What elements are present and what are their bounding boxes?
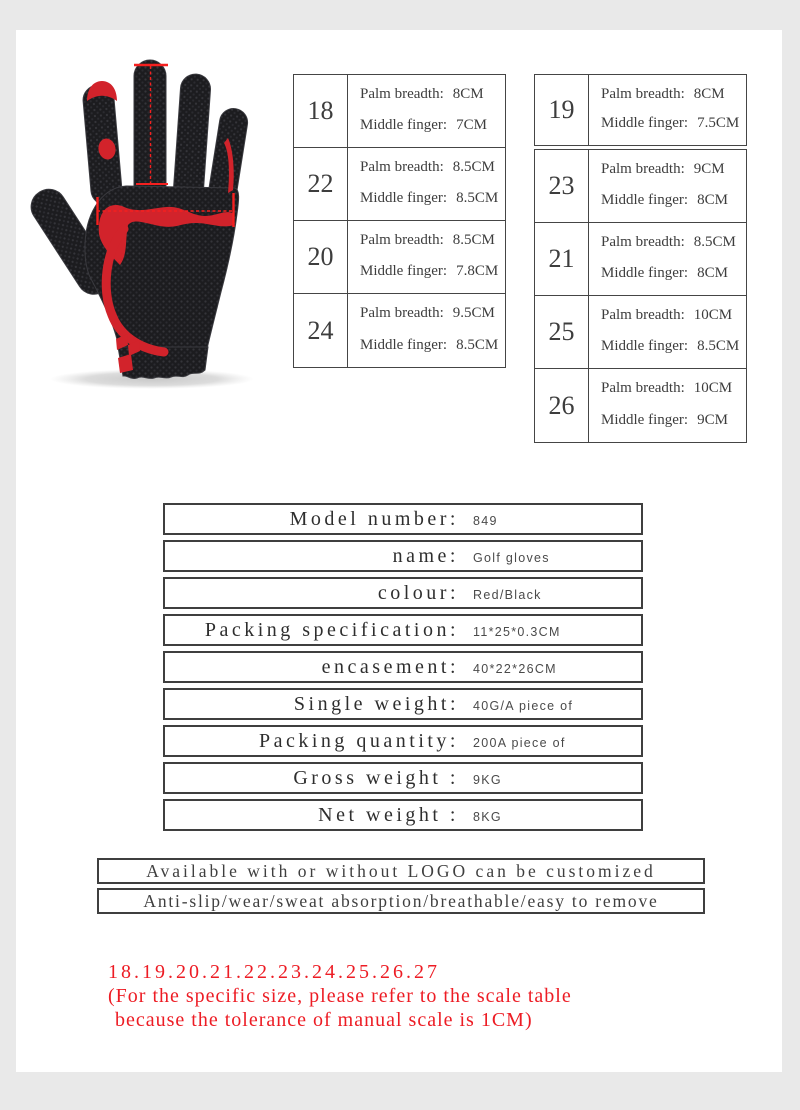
middle-finger-value: 8.5CM <box>456 190 499 206</box>
spec-label: Single weight: <box>293 692 459 715</box>
size-table-right-top <box>534 74 747 146</box>
size-detail-cell <box>348 294 505 367</box>
spec-row-single-weight <box>163 688 643 720</box>
palm-breadth-label: Palm breadth: <box>360 159 444 175</box>
palm-breadth-label: Palm breadth: <box>360 232 444 248</box>
middle-finger-value: 8.5CM <box>456 337 499 353</box>
middle-finger-label: Middle finger: <box>601 412 689 428</box>
size-row <box>535 223 746 296</box>
size-detail-cell <box>348 75 505 147</box>
size-row <box>535 369 746 442</box>
spec-row-packing-quantity <box>163 725 643 757</box>
size-cell: 25 <box>535 296 589 368</box>
spec-label: Packing specification: <box>204 618 459 641</box>
size-footnote <box>108 960 572 1032</box>
palm-breadth-label: Palm breadth: <box>360 86 444 102</box>
size-cell: 24 <box>294 294 348 367</box>
spec-label: Packing quantity: <box>258 729 459 752</box>
size-row <box>294 294 505 367</box>
spec-label: Model number: <box>289 507 459 530</box>
spec-value: 8KG <box>473 810 502 824</box>
size-detail-cell <box>589 150 746 222</box>
palm-breadth-label: Palm breadth: <box>601 380 685 396</box>
spec-row-encasement <box>163 651 643 683</box>
middle-finger-value: 8.5CM <box>697 338 740 354</box>
palm-breadth-value: 9CM <box>693 161 725 177</box>
middle-finger-label: Middle finger: <box>601 265 689 281</box>
middle-finger-value: 8CM <box>697 265 728 281</box>
spec-label: colour: <box>377 581 459 604</box>
palm-breadth-value: 8.5CM <box>693 234 736 250</box>
middle-finger-label: Middle finger: <box>601 115 689 131</box>
spec-label: encasement: <box>321 655 459 678</box>
palm-breadth-value: 8.5CM <box>452 159 495 175</box>
spec-row-name <box>163 540 643 572</box>
spec-value: 9KG <box>473 773 502 787</box>
spec-value: 40G/A piece of <box>473 699 574 713</box>
middle-finger-label: Middle finger: <box>360 117 448 133</box>
palm-breadth-value: 8.5CM <box>452 232 495 248</box>
size-cell: 20 <box>294 221 348 293</box>
spec-row-net-weight <box>163 799 643 831</box>
size-row <box>294 148 505 221</box>
spec-value: 11*25*0.3CM <box>473 625 561 639</box>
product-spec-table <box>163 503 643 831</box>
size-row <box>535 296 746 369</box>
spec-row-gross-weight <box>163 762 643 794</box>
palm-breadth-value: 8CM <box>452 86 484 102</box>
size-table-left <box>293 74 506 368</box>
size-detail-cell <box>348 148 505 220</box>
middle-finger-value: 9CM <box>697 412 728 428</box>
size-table-right-bottom <box>534 149 747 443</box>
middle-finger-label: Middle finger: <box>360 263 448 279</box>
size-row <box>294 221 505 294</box>
spec-label: name: <box>392 544 459 567</box>
spec-value: 849 <box>473 514 498 528</box>
features-banner: Anti-slip/wear/sweat absorption/breathable/easy to remove <box>97 888 705 914</box>
middle-finger-value: 7.8CM <box>456 263 499 279</box>
middle-finger-value: 7.5CM <box>697 115 740 131</box>
middle-finger-value: 7CM <box>456 117 487 133</box>
spec-label: Net weight : <box>318 803 459 826</box>
spec-row-packing-specification <box>163 614 643 646</box>
size-cell: 23 <box>535 150 589 222</box>
size-detail-cell <box>589 75 746 145</box>
size-cell: 22 <box>294 148 348 220</box>
size-detail-cell <box>589 223 746 295</box>
size-row <box>535 75 746 145</box>
footnote-line-2: (For the specific size, please refer to the scale table <box>108 985 572 1007</box>
palm-breadth-value: 10CM <box>693 380 733 396</box>
spec-value: Golf gloves <box>473 551 550 565</box>
size-detail-cell <box>589 296 746 368</box>
middle-finger-label: Middle finger: <box>360 337 448 353</box>
spec-label: Gross weight : <box>293 766 459 789</box>
size-cell: 19 <box>535 75 589 145</box>
size-cell: 21 <box>535 223 589 295</box>
palm-breadth-label: Palm breadth: <box>601 234 685 250</box>
size-cell: 26 <box>535 369 589 442</box>
size-row <box>294 75 505 148</box>
middle-finger-label: Middle finger: <box>601 192 689 208</box>
palm-breadth-label: Palm breadth: <box>601 86 685 102</box>
spec-row-model-number <box>163 503 643 535</box>
spec-row-colour <box>163 577 643 609</box>
spec-value: Red/Black <box>473 588 542 602</box>
spec-value: 200A piece of <box>473 736 566 750</box>
size-cell: 18 <box>294 75 348 147</box>
palm-breadth-label: Palm breadth: <box>601 307 685 323</box>
middle-finger-value: 8CM <box>697 192 728 208</box>
palm-breadth-value: 8CM <box>693 86 725 102</box>
size-row <box>535 150 746 223</box>
palm-breadth-value: 9.5CM <box>452 305 495 321</box>
palm-breadth-label: Palm breadth: <box>360 305 444 321</box>
glove-photo <box>30 48 275 393</box>
footnote-line-3: because the tolerance of manual scale is 1CM) <box>115 1009 533 1031</box>
logo-customization-banner: Available with or without LOGO can be customized <box>97 858 705 884</box>
size-detail-cell <box>589 369 746 442</box>
spec-value: 40*22*26CM <box>473 662 557 676</box>
palm-breadth-value: 10CM <box>693 307 733 323</box>
middle-finger-label: Middle finger: <box>601 338 689 354</box>
middle-finger-label: Middle finger: <box>360 190 448 206</box>
palm-breadth-label: Palm breadth: <box>601 161 685 177</box>
size-list-line: 18.19.20.21.22.23.24.25.26.27 <box>108 961 440 983</box>
size-detail-cell <box>348 221 505 293</box>
